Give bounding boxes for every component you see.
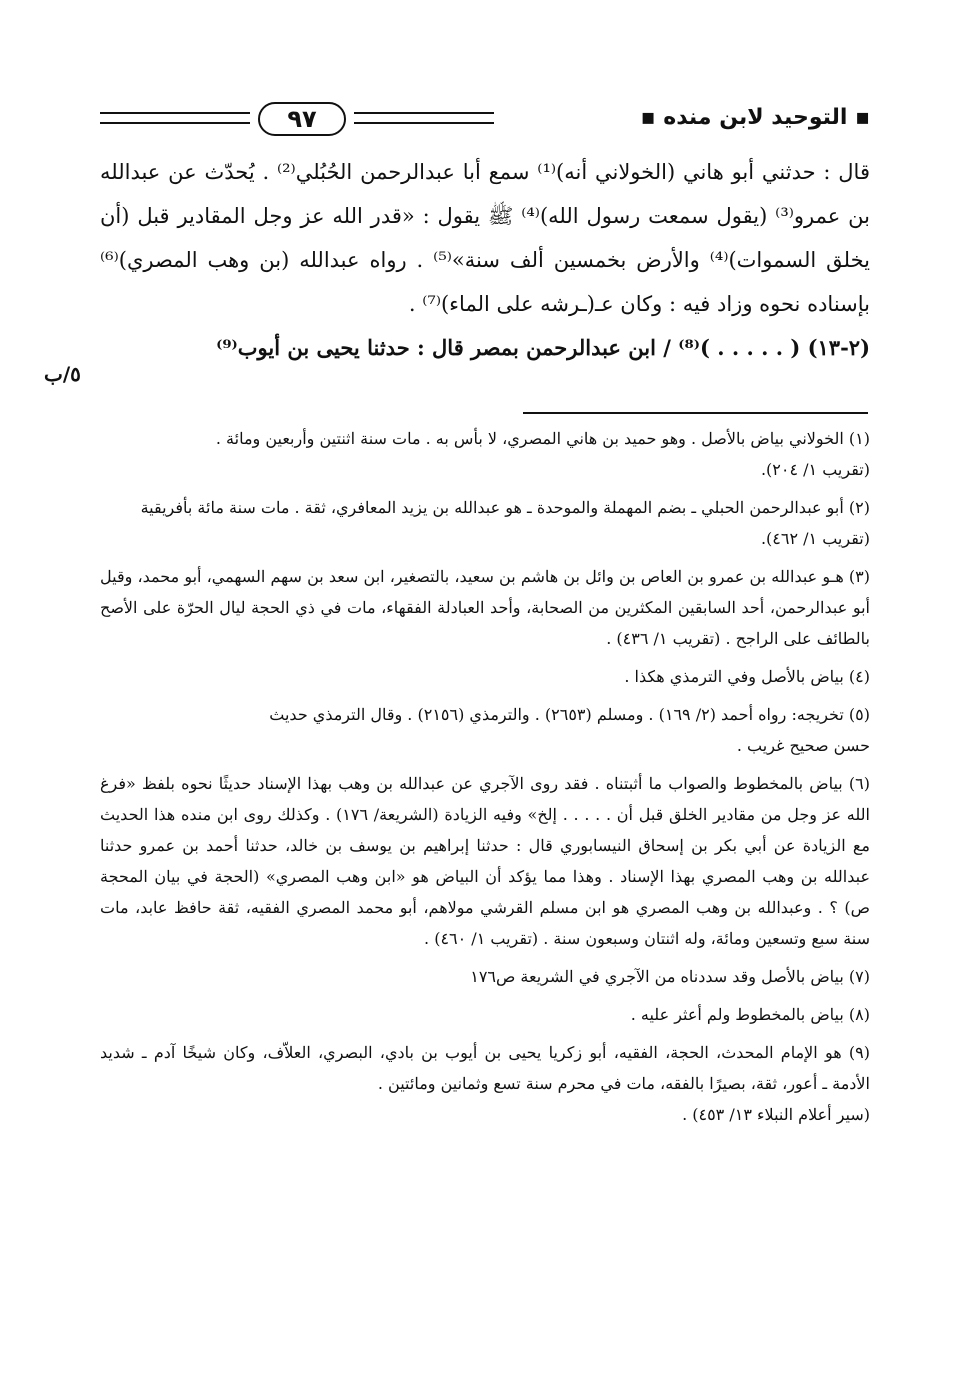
footnote: (٩) هو الإمام المحدث، الحجة، الفقيه، أبو زكريا يحيى بن أيوب بن بادي، البصري، العلاّف، وكان شيخًا آدم ـ شديد الأدمة ـ أعور، ثقة، بصيرًا بالفقه، مات في محرم سنة تسع وثمانين ومائتين . (سير أعلام النبلاء ١٣/ ٤٥٣) . bbox=[100, 1043, 870, 1124]
footnote: (٦) بياض بالمخطوط والصواب ما أثبتناه . فقد روى الآجري عن عبدالله بن وهب بهذا الإسناد حديثًا نحوه بلفظ «فرغ الله عز وجل من مقادير الخلق قبل أن . . . . . إلخ» وفيه الزيادة (الشريعة/ ١٧٦) . وكذلك روى ابن منده هذا الحديث مع الزيادة عن أبي بكر بن إسحاق النيسابوري قال : حدثنا إبراهيم بن يوسف بن خالد، حدثنا أحمد بن عمرو حدثنا عبدالله بن وهب المصري بهذا الإسناد . وهذا مما يؤكد أن البياض هو «ابن وهب المصري» (الحجة في بيان المحجة ص) ؟ . وعبدالله بن وهب المصري هو ابن مسلم القرشي مولاهم، أبو محمد المصري الفقيه، ثقة حافظ عابد، مات سنة سبع وتسعين ومائة، وله اثنتان وسبعون سنة . (تقريب ١/ ٤٦٠) . bbox=[100, 774, 870, 948]
main-text bbox=[100, 150, 870, 370]
section-heading: (٢-١٣) ( . . . . . )⁽⁸⁾ / ابن عبدالرحمن بمصر قال : حدثنا يحيى بن أيوب⁽⁹⁾ bbox=[216, 335, 870, 360]
footnote: (٨) بياض بالمخطوط ولم أعثر عليه . bbox=[630, 1005, 870, 1024]
header-rule bbox=[354, 112, 494, 114]
header-rule bbox=[100, 122, 250, 124]
footnote: (٤) بياض بالأصل وفي الترمذي هكذا . bbox=[624, 667, 870, 686]
footnote: (٢) أبو عبدالرحمن الحبلي ـ بضم المهملة والموحدة ـ هو عبدالله بن يزيد المعافري، ثقة . مات سنة مائة بأفريقية (تقريب ١/ ٤٦٢). bbox=[140, 498, 870, 548]
footnote: (١) الخولاني بياض بالأصل . وهو حميد بن هاني المصري، لا بأس به . مات سنة اثنتين وأربعين ومائة . (تقريب ١/ ٢٠٤). bbox=[215, 429, 870, 479]
running-title: ▪ التوحيد لابن منده ▪ bbox=[640, 105, 870, 130]
main-paragraph: قال : حدثني أبو هاني (الخولاني أنه)⁽¹⁾ سمع أبا عبدالرحمن الحُبُلي⁽²⁾ . يُحدّث عن عبدالله بن عمرو⁽³⁾ (يقول سمعت رسول الله)⁽⁴⁾ ﷺ يقول : «قدر الله عز وجل المقادير قبل (أن يخلق السموات)⁽⁴⁾ والأرض بخمسين ألف سنة»⁽⁵⁾ . رواه عبدالله (بن وهب المصري)⁽⁶⁾ بإسناده نحوه وزاد فيه : وكان عـ(ـرشه على الماء)⁽⁷⁾ . bbox=[100, 160, 871, 316]
footnote-separator bbox=[523, 412, 868, 414]
folio-marker: ٥/ب bbox=[44, 362, 81, 386]
header-rule bbox=[100, 112, 250, 114]
header-rule bbox=[354, 122, 494, 124]
footnote: (٧) بياض بالأصل وقد سددناه من الآجري في الشريعة ص١٧٦ bbox=[470, 967, 870, 986]
footnote: (٥) تخريجه: رواه أحمد (٢/ ١٦٩) . ومسلم (٢٦٥٣) . والترمذي (٢١٥٦) . وقال الترمذي حديث حسن صحيح غريب . bbox=[269, 705, 870, 755]
footnote: (٣) هـو عبدالله بن عمرو بن العاص بن وائل بن هاشم بن سعيد، بالتصغير، ابن سعد بن سهم السهمي، أبو محمد، وقيل أبو عبدالرحمن، أحد السابقين المكثرين من الصحابة، وأحد العبادلة الفقهاء، مات في ذي الحجة ليال الحرّة على الأصح بالطائف على الراجح . (تقريب ١/ ٤٣٦) . bbox=[100, 567, 870, 648]
page-header bbox=[100, 98, 870, 142]
page-number: ٩٧ bbox=[258, 102, 346, 136]
footnotes bbox=[100, 423, 870, 1137]
